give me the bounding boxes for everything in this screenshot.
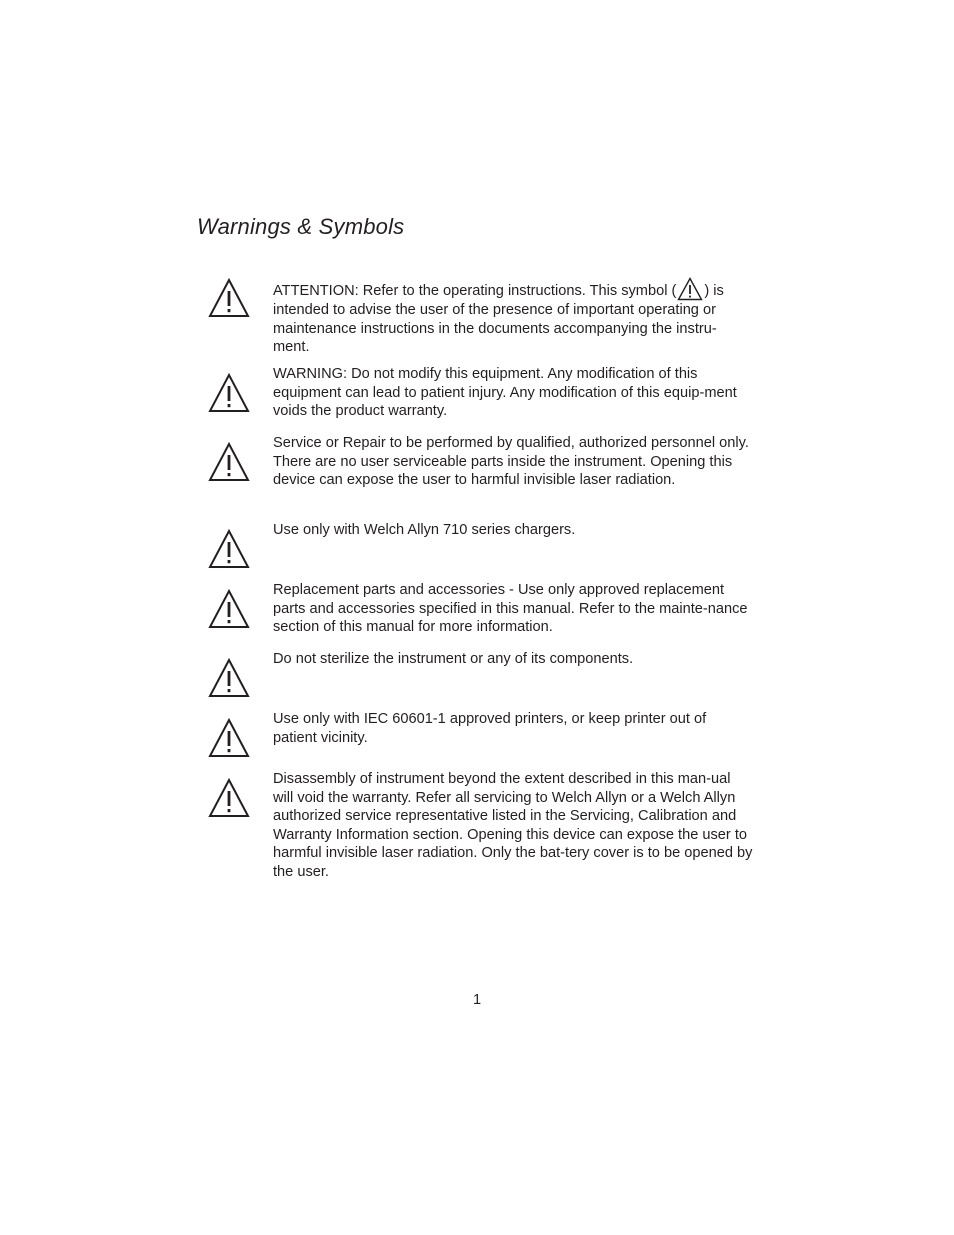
- attention-text-end: ) is intended to advise the user of the presence of important operating or maintenance instructions in the documents accompanying the instru-ment.: [273, 283, 724, 356]
- page-title: Warnings & Symbols: [197, 214, 405, 239]
- warning-text-chargers: Use only with Welch Allyn 710 series chargers.: [273, 522, 576, 538]
- page-number: 1: [472, 992, 482, 1008]
- warning-triangle-icon: [208, 278, 250, 318]
- warning-text-disassembly: Disassembly of instrument beyond the extent described in this man-ual will void the warranty. Refer all servicing to Welch Allyn or a Welch Allyn authorized service representative listed in the Servicing, Calibration and Warranty Information section. Opening this device can expose the user to harmful invisible laser radiation. Only the bat-tery cover is to be opened by the user.: [273, 771, 753, 880]
- warning-triangle-icon: [208, 373, 250, 413]
- warning-triangle-icon: [208, 778, 250, 818]
- warning-triangle-icon: [208, 529, 250, 569]
- warning-text-modify: WARNING: Do not modify this equipment. Any modification of this equipment can lead to patient injury. Any modification of this equip-ment voids the product warranty.: [273, 366, 737, 420]
- warning-triangle-icon: [677, 277, 703, 301]
- warning-text-service: Service or Repair to be performed by qualified, authorized personnel only. There are no user serviceable parts inside the instrument. Opening this device can expose the user to harmful invisible laser radiation.: [273, 435, 749, 489]
- warning-triangle-icon: [208, 718, 250, 758]
- warning-triangle-icon: [208, 589, 250, 629]
- warning-text-printers: Use only with IEC 60601-1 approved printers, or keep printer out of patient vicinity.: [273, 711, 707, 746]
- warning-triangle-icon: [208, 442, 250, 482]
- warning-text-sterilize: Do not sterilize the instrument or any of its components.: [273, 651, 634, 667]
- attention-text-start: ATTENTION: Refer to the operating instructions. This symbol (: [273, 283, 677, 299]
- warning-triangle-icon: [208, 658, 250, 698]
- warning-text-attention: [273, 277, 753, 357]
- warning-text-replacement-parts: Replacement parts and accessories - Use only approved replacement parts and accessories specified in this manual. Refer to the mainte-nance section of this manual for more information.: [273, 582, 748, 636]
